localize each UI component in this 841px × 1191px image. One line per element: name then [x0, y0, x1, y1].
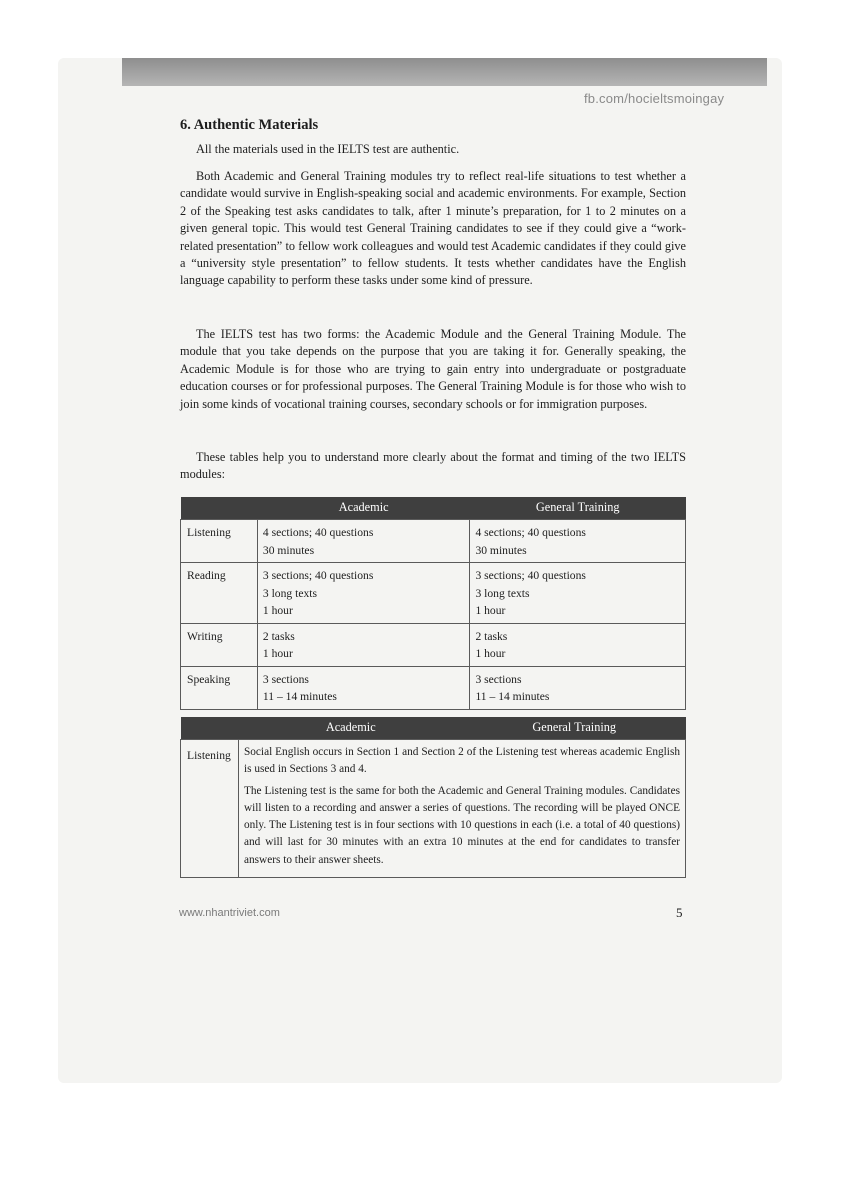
- watermark: fb.com/hocieltsmoingay: [584, 91, 725, 106]
- table-header-row: [181, 717, 686, 740]
- cell-listening-academic: 4 sections; 40 questions 30 minutes: [257, 520, 470, 563]
- header-general-training: General Training: [463, 717, 686, 740]
- paragraph-two-forms: The IELTS test has two forms: the Academic Module and the General Training Module. The module that you take depends on the purpose that you are taking it for. Generally speaking, the Academic Module is for those who are trying to gain entry into undergraduate or postgraduate education courses or for professional purposes. The General Training Module is for those who wish to join some kinds of vocational training courses, secondary schools or for immigration purposes.: [180, 327, 686, 411]
- header-general-training: General Training: [470, 497, 686, 520]
- header-empty: [181, 497, 258, 520]
- section-heading: 6. Authentic Materials: [180, 117, 319, 133]
- footer-url: www.nhantriviet.com: [179, 907, 280, 919]
- cell-speaking-academic: 3 sections 11 – 14 minutes: [257, 666, 470, 709]
- table-row: [181, 563, 686, 624]
- page-number: 5: [676, 905, 683, 920]
- paragraph-intro: All the materials used in the IELTS test are authentic.: [196, 142, 460, 156]
- listening-description-p1: Social English occurs in Section 1 and Section 2 of the Listening test whereas academic English is used in Sections 3 and 4.: [243, 746, 680, 776]
- row-label-writing: Writing: [181, 623, 258, 666]
- table-row: [181, 740, 686, 878]
- cell-writing-general: 2 tasks 1 hour: [470, 623, 686, 666]
- paragraph-real-life: Both Academic and General Training modules try to reflect real-life situations to test whether a candidate would survive in English-speaking social and academic environments. For example, Section 2 of the Speaking test asks candidates to talk, after 1 minute’s preparation, for 1 to 2 minutes on a given general topic. This would test General Training candidates to see if they could give a “work-related presentation” to fellow work colleagues and would test Academic candidates if they could give a “university style presentation” to fellow students. It tests whether candidates have the English language capability to perform these tasks under some kind of pressure.: [180, 169, 686, 288]
- row-label-listening: Listening: [181, 520, 258, 563]
- row-label-speaking: Speaking: [181, 666, 258, 709]
- header-academic: Academic: [257, 497, 470, 520]
- cell-reading-academic: 3 sections; 40 questions 3 long texts 1 hour: [257, 563, 470, 624]
- cell-speaking-general: 3 sections 11 – 14 minutes: [470, 666, 686, 709]
- cell-writing-academic: 2 tasks 1 hour: [257, 623, 470, 666]
- table-row: [181, 623, 686, 666]
- cell-listening-general: 4 sections; 40 questions 30 minutes: [470, 520, 686, 563]
- table-row: [181, 666, 686, 709]
- cell-reading-general: 3 sections; 40 questions 3 long texts 1 hour: [470, 563, 686, 624]
- header-empty: [181, 717, 239, 740]
- listening-description-table: [180, 717, 686, 878]
- table-header-row: [181, 497, 686, 520]
- listening-description-p2: The Listening test is the same for both the Academic and General Training modules. Candidates will listen to a recording and answer a series of questions. The recording will be played ONCE only. The Listening test is in four sections with 10 questions in each (i.e. a total of 40 questions) and will last for 30 minutes with an extra 10 minutes at the end for candidates to transfer answers to their answer sheets.: [243, 785, 680, 866]
- format-timing-table: [180, 497, 686, 710]
- listening-description-cell: [238, 740, 685, 878]
- scan-top-bar: [122, 58, 767, 86]
- row-label-reading: Reading: [181, 563, 258, 624]
- row-label-listening: Listening: [181, 740, 239, 878]
- paragraph-tables-intro: These tables help you to understand more clearly about the format and timing of the two IELTS modules:: [180, 450, 686, 482]
- header-academic: Academic: [238, 717, 463, 740]
- table-row: [181, 520, 686, 563]
